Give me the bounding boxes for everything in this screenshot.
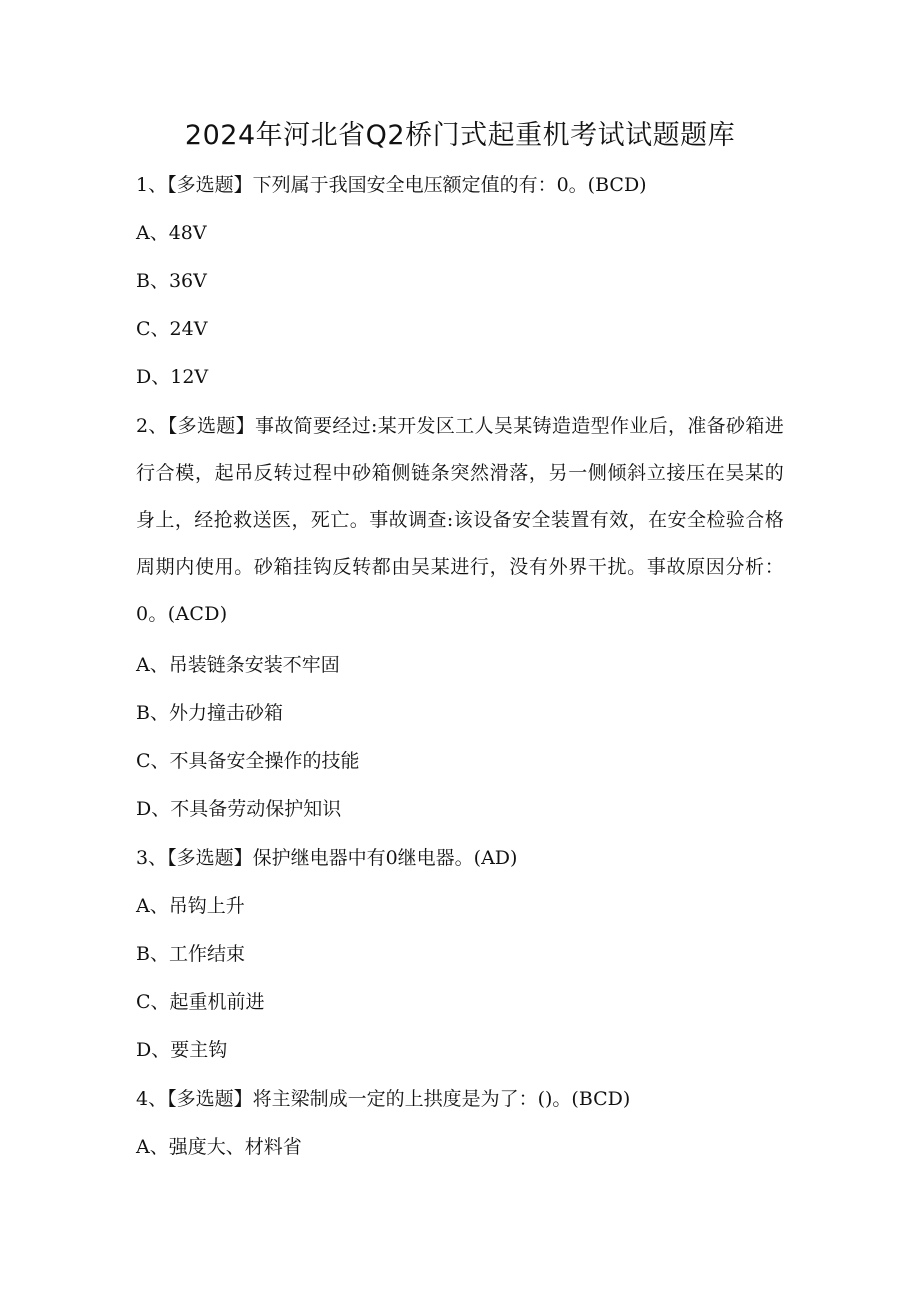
question-2-option-c: C、不具备安全操作的技能 — [136, 750, 360, 772]
question-4-text: 4、【多选题】将主梁制成一定的上拱度是为了：()。(BCD) — [136, 1088, 631, 1110]
question-3-option-b: B、工作结束 — [136, 943, 245, 965]
question-1-option-d: D、12V — [136, 366, 209, 388]
question-4-option-a: A、强度大、材料省 — [136, 1136, 302, 1158]
question-2-option-d: D、不具备劳动保护知识 — [136, 798, 342, 820]
question-2-option-a: A、吊装链条安装不牢固 — [136, 654, 340, 676]
question-2-option-b: B、外力撞击砂箱 — [136, 702, 283, 724]
question-1-text: 1、【多选题】下列属于我国安全电压额定值的有：0。(BCD) — [136, 174, 647, 196]
document-title: 2024年河北省Q2桥门式起重机考试试题题库 — [184, 120, 736, 151]
question-3-option-a: A、吊钩上升 — [136, 895, 245, 917]
question-3-option-c: C、起重机前进 — [136, 991, 265, 1013]
question-1-option-a: A、48V — [136, 222, 207, 244]
question-2-text: 2、【多选题】事故简要经过:某开发区工人吴某铸造造型作业后，准备砂箱进行合模，起吊反转过程中砂箱侧链条突然滑落，另一侧倾斜立接压在吴某的身上，经抢救送医，死亡。事故调查:该设备安全装置有效，在安全检验合格周期内使用。砂箱挂钩反转都由吴某进行，没有外界干扰。事故原因分析：0。(ACD) — [136, 415, 784, 625]
question-1-option-b: B、36V — [136, 270, 207, 292]
question-3-text: 3、【多选题】保护继电器中有0继电器。(AD) — [136, 847, 518, 869]
question-1-option-c: C、24V — [136, 318, 208, 340]
question-3-option-d: D、要主钩 — [136, 1039, 228, 1061]
